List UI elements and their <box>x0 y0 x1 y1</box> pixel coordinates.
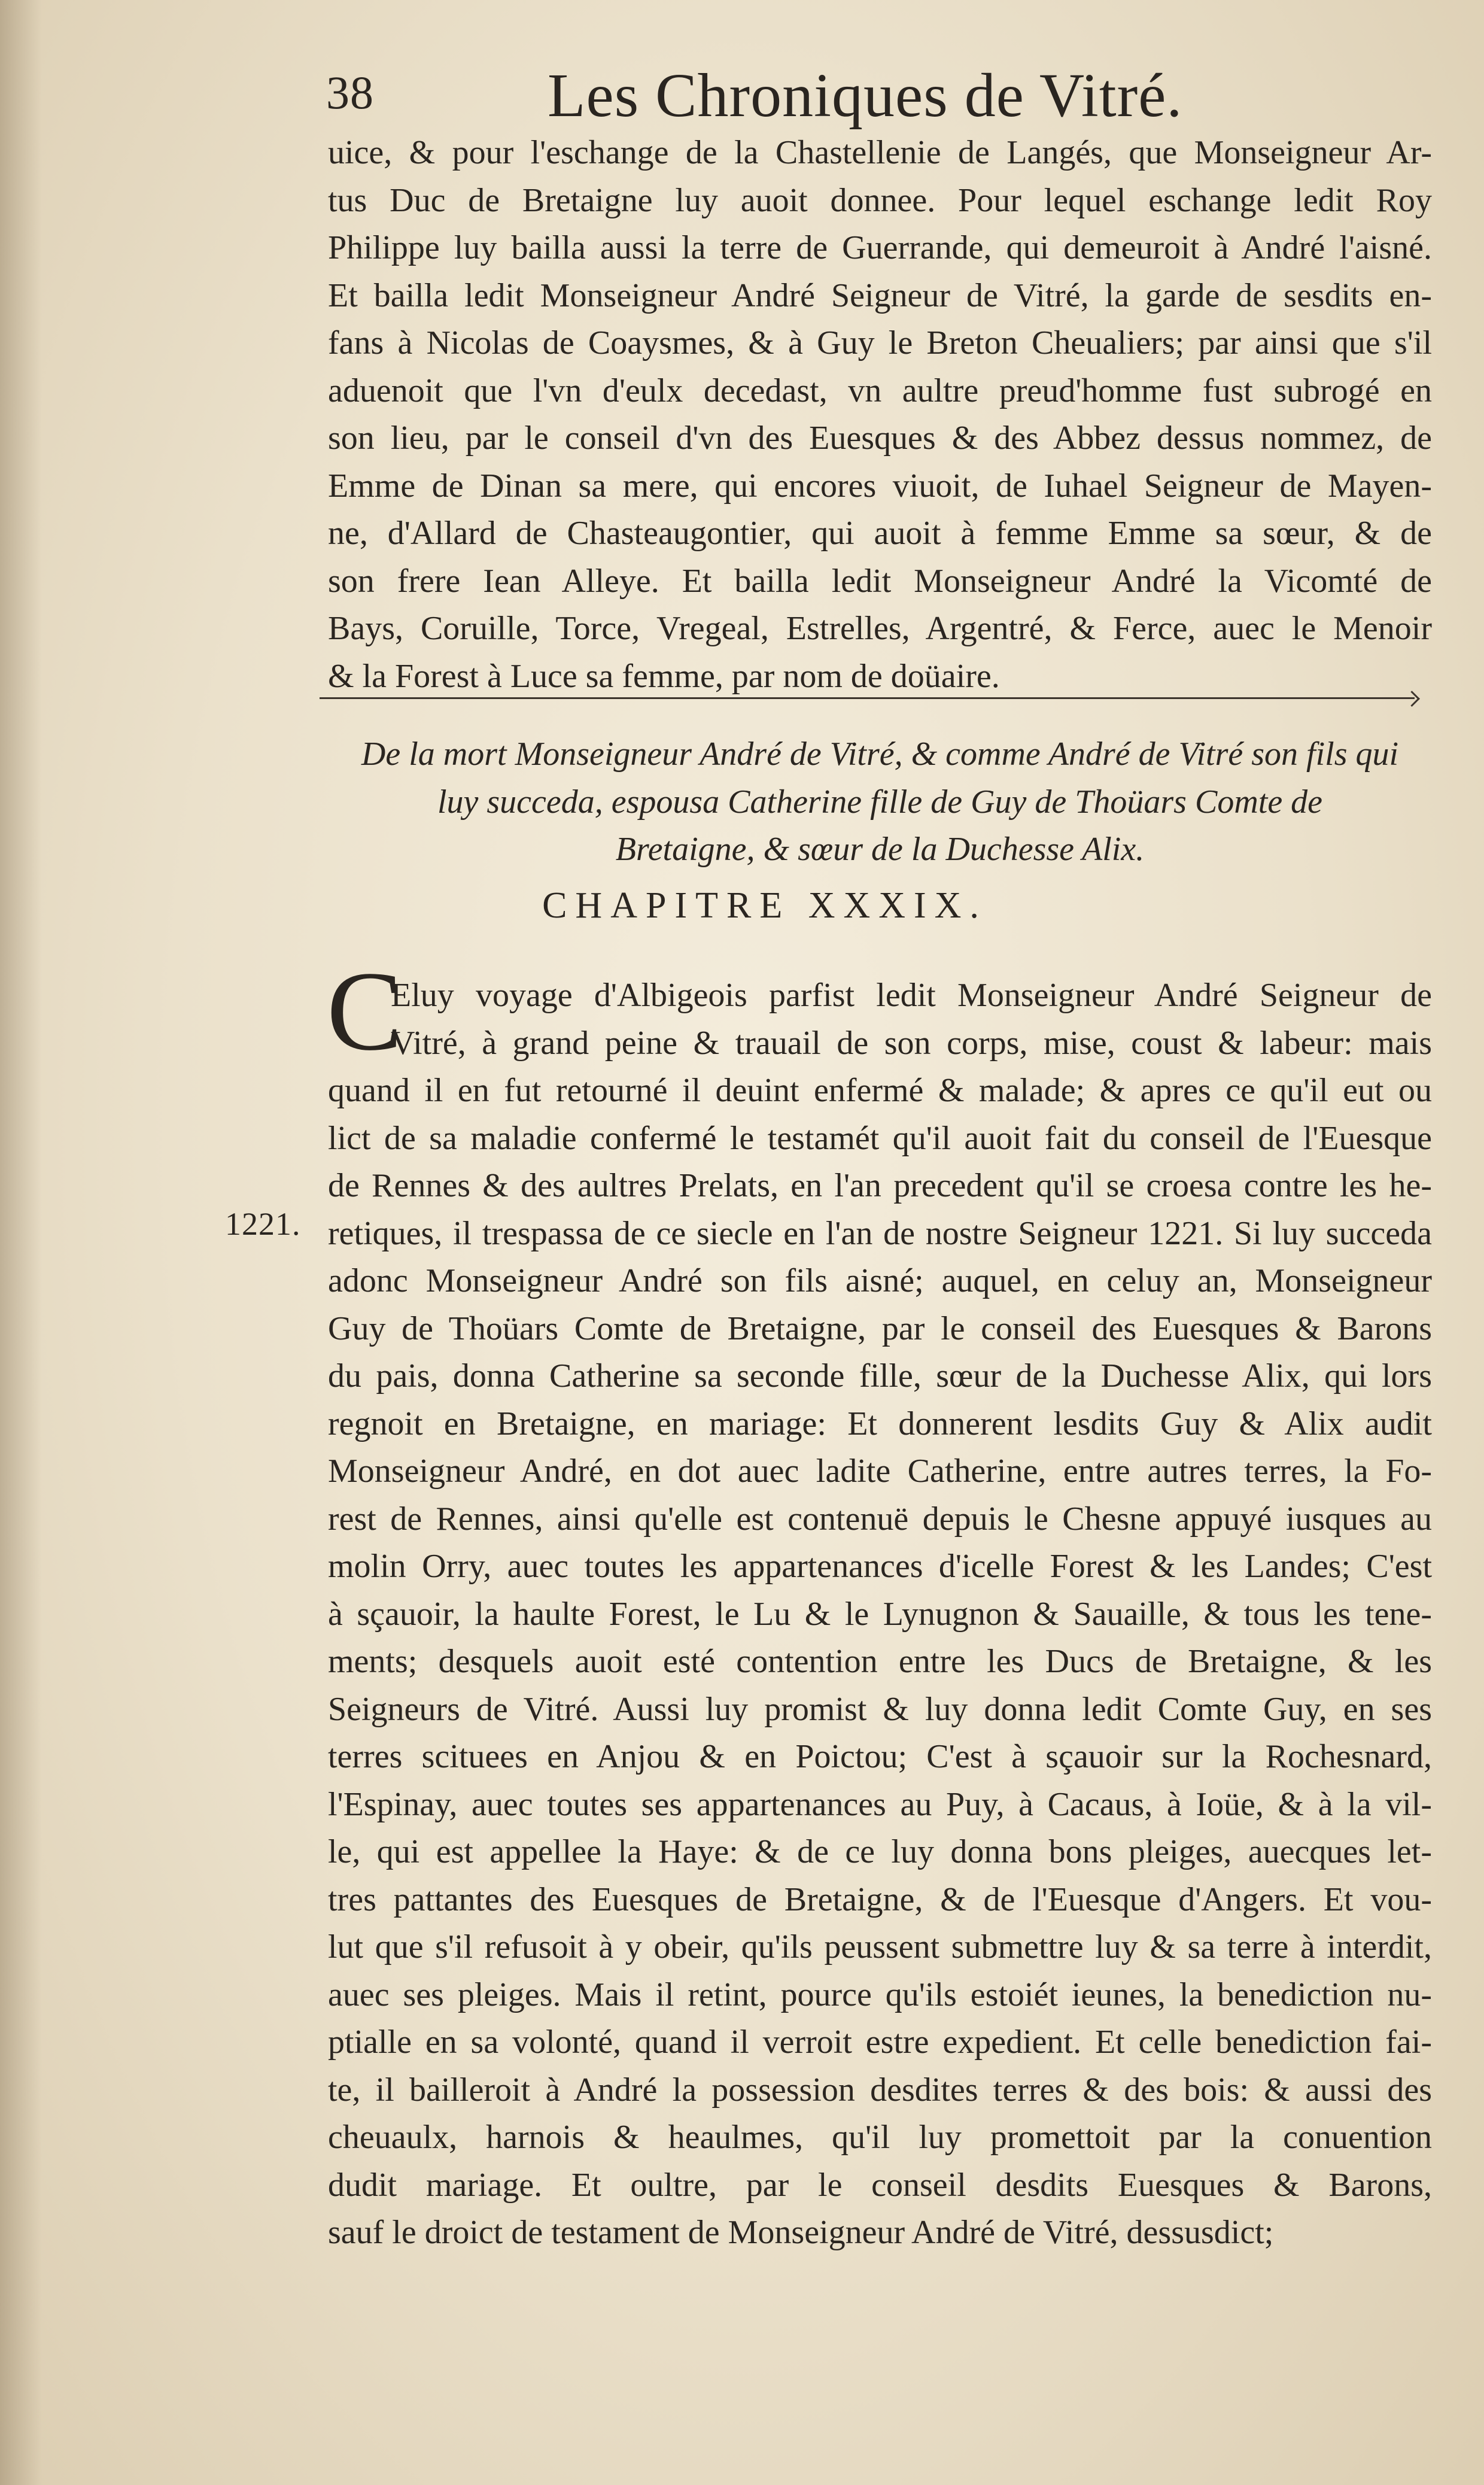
text-line: tus Duc de Bretaigne luy auoit donnee. Pour lequel eschange ledit Roy <box>328 181 1432 219</box>
text-line: lict de sa maladie confermé le testamét qu'il auoit fait du conseil de l'Euesque <box>328 1119 1432 1157</box>
text-line: lut que s'il refusoit à y obeir, qu'ils peussent submettre luy & sa terre à interdit, <box>328 1928 1432 1965</box>
text-line: l'Espinay, auec toutes ses appartenances au Puy, à Cacaus, à Ioüe, & à la vil- <box>328 1785 1432 1823</box>
text-line: rest de Rennes, ainsi qu'elle est contenuë depuis le Chesne appuyé iusques au <box>328 1500 1432 1538</box>
text-line: Philippe luy bailla aussi la terre de Guerrande, qui demeuroit à André l'aisné. <box>328 229 1432 266</box>
text-line: à sçauoir, la haulte Forest, le Lu & le Lynugnon & Sauaille, & tous les tene- <box>328 1595 1432 1633</box>
text-line: & la Forest à Luce sa femme, par nom de doüaire. <box>328 657 1000 695</box>
section-divider-rule <box>320 697 1415 699</box>
summary-line: luy succeda, espousa Catherine fille de Guy de Thoüars Comte de <box>437 783 1323 821</box>
text-line: dudit mariage. Et oultre, par le conseil desdits Euesques & Barons, <box>328 2166 1432 2204</box>
text-line: regnoit en Bretaigne, en mariage: Et donnerent lesdits Guy & Alix audit <box>328 1405 1432 1442</box>
text-line: sauf le droict de testament de Monseigneur André de Vitré, dessusdict; <box>328 2214 1274 2251</box>
text-line: auec ses pleiges. Mais il retint, pource qu'ils estoiét ieunes, la benediction nu- <box>328 1976 1432 2013</box>
text-line: cheuaulx, harnois & heaulmes, qu'il luy promettoit par la conuention <box>328 2119 1432 2156</box>
text-line: Guy de Thoüars Comte de Bretaigne, par le conseil des Euesques & Barons <box>328 1310 1432 1347</box>
text-line: terres scituees en Anjou & en Poictou; C'est à sçauoir sur la Rochesnard, <box>328 1738 1432 1775</box>
chapter-body <box>328 972 1432 2257</box>
text-line: quand il en fut retourné il deuint enfermé & malade; & apres ce qu'il eut ou <box>328 1072 1432 1109</box>
text-line: ments; desquels auoit esté contention entre les Ducs de Bretaigne, & les <box>328 1643 1432 1680</box>
text-line: retiques, il trespassa de ce siecle en l'an de nostre Seigneur 1221. Si luy succeda <box>328 1214 1432 1252</box>
text-line: Seigneurs de Vitré. Aussi luy promist & luy donna ledit Comte Guy, en ses <box>328 1690 1432 1728</box>
text-line: le, qui est appellee la Haye: & de ce luy donna bons pleiges, auecques let- <box>328 1833 1432 1870</box>
text-line: du pais, donna Catherine sa seconde fille, sœur de la Duchesse Alix, qui lors <box>328 1357 1432 1395</box>
text-line: son lieu, par le conseil d'vn des Euesques & des Abbez dessus nommez, de <box>328 420 1432 457</box>
text-line: Monseigneur André, en dot auec ladite Catherine, entre autres terres, la Fo- <box>328 1453 1432 1490</box>
text-line: Vitré, à grand peine & trauail de son corps, mise, coust & labeur: mais <box>391 1024 1432 1062</box>
drop-cap-initial: C <box>327 949 403 1074</box>
text-line: aduenoit que l'vn d'eulx decedast, vn aultre preud'homme fust subrogé en <box>328 372 1432 409</box>
chapter-heading: CHAPITRE XXXIX. <box>542 885 987 926</box>
text-line: Emme de Dinan sa mere, qui encores viuoit, de Iuhael Seigneur de Mayen- <box>328 467 1432 505</box>
text-line: uice, & pour l'eschange de la Chastellenie de Langés, que Monseigneur Ar- <box>328 134 1432 171</box>
text-line: molin Orry, auec toutes les appartenances d'icelle Forest & les Landes; C'est <box>328 1548 1432 1585</box>
text-line: Bays, Coruille, Torce, Vregeal, Estrelles, Argentré, & Ferce, auec le Menoir <box>328 610 1432 647</box>
text-line: ptialle en sa volonté, quand il verroit estre expedient. Et celle benediction fai- <box>328 2024 1432 2061</box>
chapter-summary <box>328 730 1432 873</box>
text-line: Eluy voyage d'Albigeois parfist ledit Monseigneur André Seigneur de <box>391 977 1432 1014</box>
text-line: adonc Monseigneur André son fils aisné; auquel, en celuy an, Monseigneur <box>328 1262 1432 1299</box>
intro-paragraph <box>328 129 1432 700</box>
text-line: Et bailla ledit Monseigneur André Seigneur de Vitré, la garde de sesdits en- <box>328 277 1432 314</box>
text-line: te, il bailleroit à André la possession desdites terres & des bois: & aussi des <box>328 2071 1432 2109</box>
summary-line: Bretaigne, & sœur de la Duchesse Alix. <box>615 831 1145 868</box>
running-head <box>326 60 1183 132</box>
page-gutter-shadow <box>0 0 42 2485</box>
summary-line: De la mort Monseigneur André de Vitré, & comme André de Vitré son fils qui <box>361 736 1399 773</box>
text-line: fans à Nicolas de Coaysmes, & à Guy le Breton Cheualiers; par ainsi que s'il <box>328 324 1432 361</box>
text-line: de Rennes & des aultres Prelats, en l'an precedent qu'il se croesa contre les he- <box>328 1167 1432 1204</box>
book-title: Les Chroniques de Vitré. <box>548 61 1183 130</box>
text-line: ne, d'Allard de Chasteaugontier, qui auoit à femme Emme sa sœur, & de <box>328 515 1432 552</box>
margin-year-note: 1221. <box>225 1206 301 1242</box>
page-number: 38 <box>326 66 374 119</box>
text-line: son frere Iean Alleye. Et bailla ledit Monseigneur André la Vicomté de <box>328 562 1432 600</box>
text-line: tres pattantes des Euesques de Bretaigne, & de l'Euesque d'Angers. Et vou- <box>328 1881 1432 1918</box>
